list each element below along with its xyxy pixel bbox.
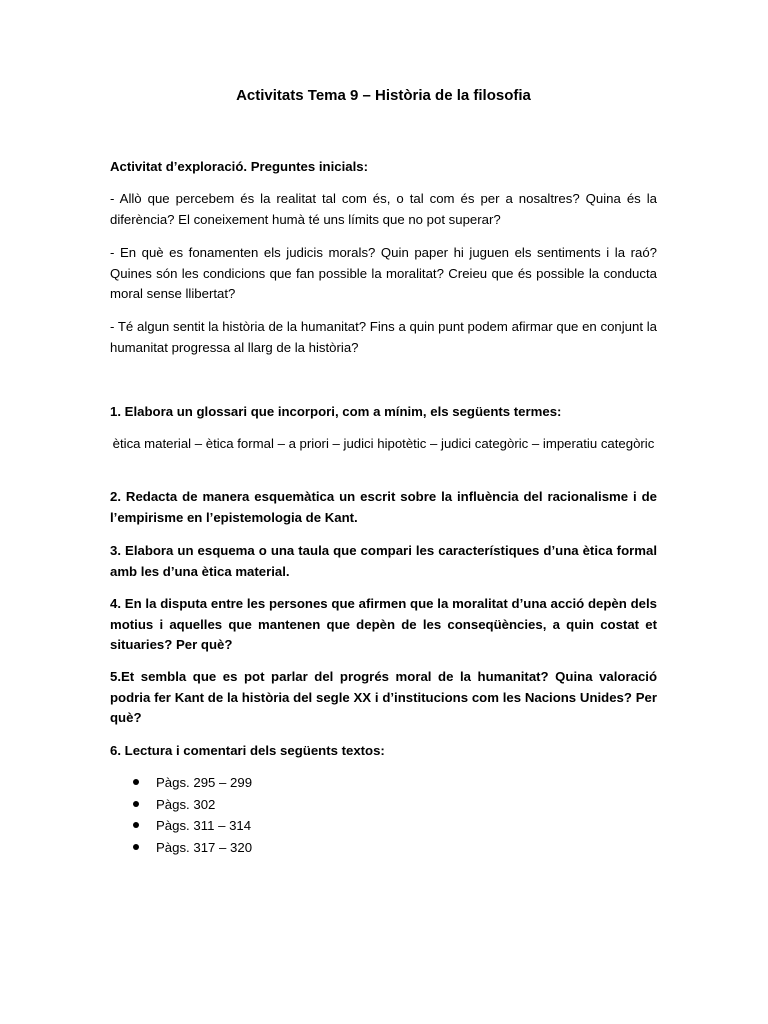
reading-pages: Pàgs. 311 – 314 bbox=[156, 818, 252, 833]
exploration-question-2: - En què es fonamenten els judicis morals? Quin paper hi juguen els sentiments i la raó? Quines són les condicions que fan possible la moralitat? Creieu que és possible la conducta moral sense llibertat? bbox=[110, 245, 657, 301]
activity-1: 1. Elabora un glossari que incorpori, com a mínim, els següents termes: bbox=[110, 404, 562, 419]
readings-list bbox=[110, 772, 657, 858]
reading-pages: Pàgs. 317 – 320 bbox=[156, 839, 253, 855]
list-item bbox=[110, 772, 657, 794]
bullet-icon bbox=[133, 822, 139, 828]
activity-5: 5.Et sembla que es pot parlar del progrés moral de la humanitat? Quina valoració podria fer Kant de la història del segle XX i d’institucions com les Nacions Unides? Per què? bbox=[110, 669, 657, 725]
exploration-question-3: - Té algun sentit la història de la humanitat? Fins a quin punt podem afirmar que en conjunt la humanitat progressa al llarg de la història? bbox=[110, 319, 657, 355]
list-item bbox=[110, 794, 657, 816]
activity-2: 2. Redacta de manera esquemàtica un escrit sobre la influència del racionalisme i de l’empirisme en l’epistemologia de Kant. bbox=[110, 489, 657, 525]
exploration-heading: Activitat d’exploració. Preguntes inicials: bbox=[110, 159, 368, 174]
list-item bbox=[110, 815, 657, 837]
reading-pages: Pàgs. 295 – 299 bbox=[156, 775, 253, 790]
activity-3: 3. Elabora un esquema o una taula que compari les característiques d’una ètica formal amb les d’una ètica material. bbox=[110, 543, 657, 579]
list-item bbox=[110, 837, 657, 859]
bullet-icon bbox=[133, 779, 139, 785]
activity-6: 6. Lectura i comentari dels següents textos: bbox=[110, 743, 385, 758]
reading-pages: Pàgs. 302 bbox=[156, 796, 216, 812]
glossary-terms: ètica material – ètica formal – a priori – judici hipotètic – judici categòric – imperatiu categòric bbox=[112, 436, 655, 451]
bullet-icon bbox=[133, 801, 139, 807]
activity-4: 4. En la disputa entre les persones que afirmen que la moralitat d’una acció depèn dels motius i aquelles que mantenen que depèn de les conseqüències, a quin costat et situaries? Per què? bbox=[110, 596, 657, 652]
document-title: Activitats Tema 9 – Història de la filosofia bbox=[236, 87, 531, 104]
bullet-icon bbox=[133, 844, 139, 850]
exploration-question-1: - Allò que percebem és la realitat tal com és, o tal com és per a nosaltres? Quina és la diferència? El coneixement humà té uns límits que no pot superar? bbox=[110, 191, 657, 227]
